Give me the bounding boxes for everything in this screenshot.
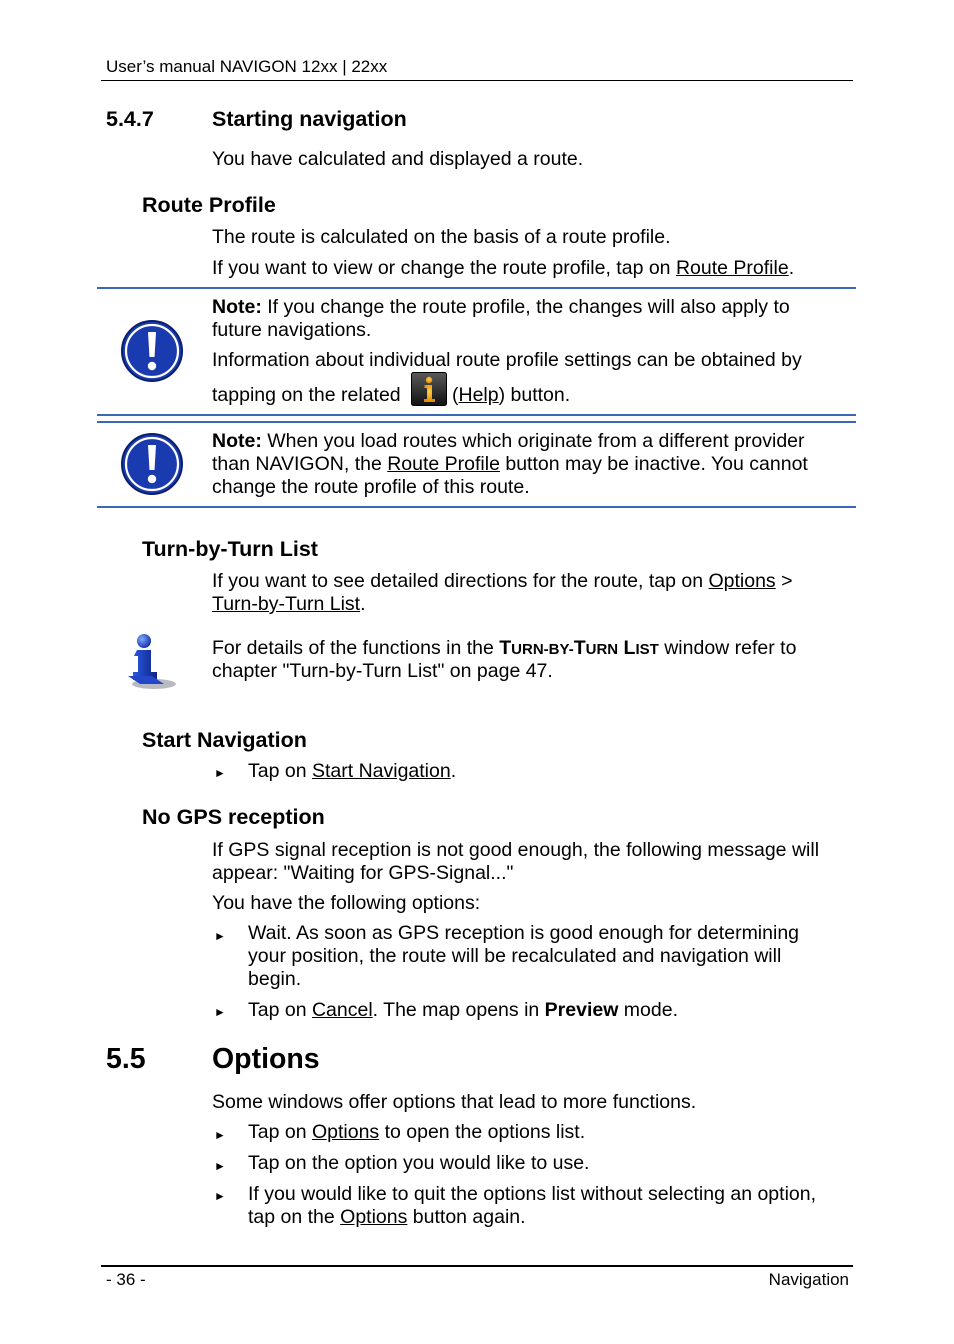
options-link[interactable]: Options	[708, 570, 776, 592]
note1-line3: Information about individual route profile settings can be obtained by	[212, 349, 802, 371]
bullet-icon: ►	[214, 1005, 226, 1019]
route-profile-line2: If you want to view or change the route profile, tap on Route Profile.	[212, 257, 795, 279]
exclamation-icon	[120, 319, 184, 388]
note-rule-top	[97, 287, 856, 289]
footer-rule	[101, 1265, 853, 1267]
info-person-icon	[124, 632, 180, 697]
footer-chapter: Navigation	[768, 1270, 849, 1289]
bullet-icon: ►	[214, 1159, 226, 1173]
exclamation-icon	[120, 432, 184, 501]
route-profile-link[interactable]: Route Profile	[387, 453, 500, 475]
help-button-icon[interactable]	[411, 372, 447, 411]
section-intro: You have calculated and displayed a route.	[212, 148, 584, 170]
turn-list-line2: Turn-by-Turn List.	[212, 593, 366, 615]
note2-rule-top	[97, 421, 856, 423]
note1-line1: Note: If you change the route profile, the changes will also apply to	[212, 296, 790, 318]
no-gps-heading: No GPS reception	[142, 805, 325, 829]
bullet-icon: ►	[214, 1189, 226, 1203]
section-number: 5.4.7	[106, 107, 154, 131]
bullet-icon: ►	[214, 1128, 226, 1142]
note-rule-bottom	[97, 414, 856, 416]
bullet-icon: ►	[214, 766, 226, 780]
no-gps-line3: You have the following options:	[212, 892, 481, 914]
note2-line3: change the route profile of this route.	[212, 476, 530, 498]
no-gps-line2: appear: "Waiting for GPS-Signal..."	[212, 862, 514, 884]
no-gps-bullet2: Tap on Cancel. The map opens in Preview mode.	[248, 999, 679, 1021]
options-intro: Some windows offer options that lead to more functions.	[212, 1091, 697, 1113]
section-title: Options	[212, 1043, 320, 1075]
section-number: 5.5	[106, 1043, 146, 1075]
note2-rule-bottom	[97, 506, 856, 508]
no-gps-bullet1-l3: begin.	[248, 968, 302, 990]
turn-by-turn-list-link[interactable]: Turn-by-Turn List	[212, 593, 361, 615]
turn-list-info-line2: chapter "Turn-by-Turn List" on page 47.	[212, 660, 553, 682]
note1-line2: future navigations.	[212, 319, 372, 341]
header-rule	[101, 80, 853, 81]
no-gps-bullet1-l2: your position, the route will be recalculated and navigation will	[248, 945, 782, 967]
help-link[interactable]: Help	[458, 384, 499, 406]
bullet-icon: ►	[214, 929, 226, 943]
options-bullet2: Tap on the option you would like to use.	[248, 1152, 590, 1174]
note1-line4: tapping on the related	[212, 384, 401, 406]
start-navigation-link[interactable]: Start Navigation	[311, 760, 451, 782]
route-profile-line1: The route is calculated on the basis of a route profile.	[212, 226, 671, 248]
note2-line1: Note: When you load routes which originate from a different provider	[212, 430, 805, 452]
turn-list-info-line1: For details of the functions in the TURN-BY-TURN LIST window refer to	[212, 637, 797, 659]
note1-line4-end: (Help) button.	[452, 384, 571, 406]
route-profile-link[interactable]: Route Profile	[675, 257, 789, 279]
section-title: Starting navigation	[212, 107, 407, 131]
options-bullet3-l1: If you would like to quit the options list without selecting an option,	[248, 1183, 817, 1205]
turn-list-heading: Turn-by-Turn List	[142, 537, 318, 561]
window-name: TURN-BY-TURN LIST	[499, 637, 659, 659]
turn-list-line1: If you want to see detailed directions for the route, tap on Options >	[212, 570, 793, 592]
no-gps-bullet1-l1: Wait. As soon as GPS reception is good enough for determining	[248, 922, 800, 944]
cancel-link[interactable]: Cancel	[311, 999, 373, 1021]
note2-line2: than NAVIGON, the Route Profile button may be inactive. You cannot	[212, 453, 808, 475]
start-nav-item: Tap on Start Navigation.	[248, 760, 457, 782]
options-bullet3-l2: tap on the Options button again.	[248, 1206, 526, 1228]
page-header: User’s manual NAVIGON 12xx | 22xx	[106, 57, 388, 76]
options-bullet1: Tap on Options to open the options list.	[248, 1121, 586, 1143]
options-link[interactable]: Options	[340, 1206, 408, 1228]
start-nav-heading: Start Navigation	[142, 728, 307, 752]
page-number: - 36 -	[106, 1270, 146, 1289]
route-profile-heading: Route Profile	[142, 193, 276, 217]
options-link[interactable]: Options	[311, 1121, 380, 1143]
no-gps-line1: If GPS signal reception is not good enough, the following message will	[212, 839, 820, 861]
